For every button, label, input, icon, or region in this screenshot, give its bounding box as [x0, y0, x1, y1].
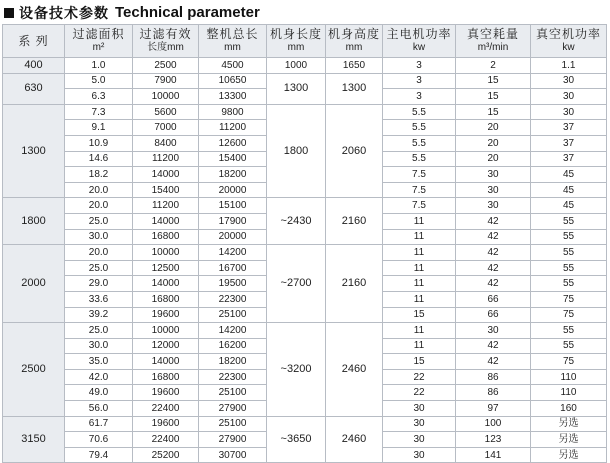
- total-length-cell: 18200: [199, 167, 267, 183]
- effective-length-cell: 11200: [133, 198, 199, 214]
- series-cell: 3150: [3, 416, 65, 463]
- vacuum-pump-power-cell: 45: [531, 198, 607, 214]
- header-total-length: 整机总长 mm: [199, 25, 267, 58]
- filter-area-cell: 1.0: [65, 58, 133, 74]
- table-row: [3, 245, 607, 261]
- total-length-cell: 20000: [199, 182, 267, 198]
- vacuum-pump-power-cell: 1.1: [531, 58, 607, 74]
- effective-length-cell: 12000: [133, 338, 199, 354]
- main-motor-power-cell: 11: [383, 260, 456, 276]
- filter-area-cell: 33.6: [65, 291, 133, 307]
- main-motor-power-cell: 22: [383, 369, 456, 385]
- total-length-cell: 30700: [199, 447, 267, 463]
- vacuum-consumption-cell: 20: [456, 151, 531, 167]
- total-length-cell: 25100: [199, 307, 267, 323]
- table-row: [3, 323, 607, 339]
- vacuum-pump-power-cell: 30: [531, 104, 607, 120]
- series-cell: 630: [3, 73, 65, 104]
- header-body-length: 机身长度 mm: [267, 25, 326, 58]
- main-motor-power-cell: 3: [383, 58, 456, 74]
- vacuum-pump-power-cell: 75: [531, 291, 607, 307]
- body-length-cell: ~3650: [267, 416, 326, 463]
- total-length-cell: 22300: [199, 291, 267, 307]
- effective-length-cell: 10000: [133, 245, 199, 261]
- filter-area-cell: 30.0: [65, 229, 133, 245]
- technical-parameter-table: [2, 24, 607, 463]
- effective-length-cell: 5600: [133, 104, 199, 120]
- effective-length-cell: 19600: [133, 385, 199, 401]
- total-length-cell: 20000: [199, 229, 267, 245]
- table-row: [3, 416, 607, 432]
- table-row: [3, 58, 607, 74]
- vacuum-pump-power-cell: 另选: [531, 432, 607, 448]
- vacuum-consumption-cell: 123: [456, 432, 531, 448]
- effective-length-cell: 14000: [133, 167, 199, 183]
- total-length-cell: 25100: [199, 385, 267, 401]
- title-english: Technical parameter: [115, 4, 260, 21]
- total-length-cell: 14200: [199, 323, 267, 339]
- effective-length-cell: 19600: [133, 307, 199, 323]
- effective-length-cell: 14000: [133, 276, 199, 292]
- title-chinese: 设备技术参数: [19, 5, 109, 22]
- main-motor-power-cell: 7.5: [383, 198, 456, 214]
- vacuum-consumption-cell: 100: [456, 416, 531, 432]
- filter-area-cell: 70.6: [65, 432, 133, 448]
- vacuum-consumption-cell: 20: [456, 135, 531, 151]
- total-length-cell: 4500: [199, 58, 267, 74]
- main-motor-power-cell: 11: [383, 338, 456, 354]
- total-length-cell: 17900: [199, 213, 267, 229]
- effective-length-cell: 14000: [133, 354, 199, 370]
- vacuum-pump-power-cell: 110: [531, 385, 607, 401]
- vacuum-consumption-cell: 30: [456, 182, 531, 198]
- vacuum-pump-power-cell: 45: [531, 167, 607, 183]
- filter-area-cell: 18.2: [65, 167, 133, 183]
- total-length-cell: 25100: [199, 416, 267, 432]
- vacuum-pump-power-cell: 110: [531, 369, 607, 385]
- main-motor-power-cell: 15: [383, 307, 456, 323]
- vacuum-pump-power-cell: 75: [531, 307, 607, 323]
- vacuum-pump-power-cell: 75: [531, 354, 607, 370]
- main-motor-power-cell: 5.5: [383, 135, 456, 151]
- main-motor-power-cell: 11: [383, 276, 456, 292]
- vacuum-pump-power-cell: 另选: [531, 416, 607, 432]
- filter-area-cell: 39.2: [65, 307, 133, 323]
- effective-length-cell: 15400: [133, 182, 199, 198]
- section-title: [4, 3, 609, 22]
- main-motor-power-cell: 30: [383, 432, 456, 448]
- body-height-cell: 2460: [326, 323, 383, 417]
- main-motor-power-cell: 7.5: [383, 167, 456, 183]
- filter-area-cell: 9.1: [65, 120, 133, 136]
- vacuum-consumption-cell: 86: [456, 369, 531, 385]
- body-height-cell: 1300: [326, 73, 383, 104]
- filter-area-cell: 6.3: [65, 89, 133, 105]
- vacuum-pump-power-cell: 55: [531, 213, 607, 229]
- vacuum-consumption-cell: 141: [456, 447, 531, 463]
- vacuum-consumption-cell: 15: [456, 104, 531, 120]
- main-motor-power-cell: 22: [383, 385, 456, 401]
- total-length-cell: 14200: [199, 245, 267, 261]
- effective-length-cell: 16800: [133, 369, 199, 385]
- total-length-cell: 10650: [199, 73, 267, 89]
- filter-area-cell: 7.3: [65, 104, 133, 120]
- vacuum-consumption-cell: 42: [456, 338, 531, 354]
- body-height-cell: 2160: [326, 198, 383, 245]
- main-motor-power-cell: 5.5: [383, 120, 456, 136]
- filter-area-cell: 20.0: [65, 198, 133, 214]
- vacuum-consumption-cell: 97: [456, 401, 531, 417]
- vacuum-consumption-cell: 2: [456, 58, 531, 74]
- filter-area-cell: 25.0: [65, 323, 133, 339]
- header-vacuum-consumption: 真空耗量 m³/min: [456, 25, 531, 58]
- vacuum-consumption-cell: 42: [456, 260, 531, 276]
- header-row: [3, 25, 607, 58]
- total-length-cell: 16200: [199, 338, 267, 354]
- series-cell: 2500: [3, 323, 65, 417]
- body-height-cell: 2060: [326, 104, 383, 198]
- effective-length-cell: 8400: [133, 135, 199, 151]
- total-length-cell: 11200: [199, 120, 267, 136]
- filter-area-cell: 56.0: [65, 401, 133, 417]
- series-cell: 1800: [3, 198, 65, 245]
- filter-area-cell: 49.0: [65, 385, 133, 401]
- vacuum-consumption-cell: 20: [456, 120, 531, 136]
- filter-area-cell: 35.0: [65, 354, 133, 370]
- body-length-cell: 1000: [267, 58, 326, 74]
- body-length-cell: 1800: [267, 104, 326, 198]
- vacuum-consumption-cell: 66: [456, 307, 531, 323]
- effective-length-cell: 22400: [133, 401, 199, 417]
- series-cell: 2000: [3, 245, 65, 323]
- total-length-cell: 12600: [199, 135, 267, 151]
- filter-area-cell: 61.7: [65, 416, 133, 432]
- filter-area-cell: 5.0: [65, 73, 133, 89]
- effective-length-cell: 11200: [133, 151, 199, 167]
- series-cell: 1300: [3, 104, 65, 198]
- filter-area-cell: 25.0: [65, 260, 133, 276]
- filter-area-cell: 10.9: [65, 135, 133, 151]
- total-length-cell: 15400: [199, 151, 267, 167]
- main-motor-power-cell: 5.5: [383, 151, 456, 167]
- total-length-cell: 15100: [199, 198, 267, 214]
- total-length-cell: 13300: [199, 89, 267, 105]
- filter-area-cell: 42.0: [65, 369, 133, 385]
- vacuum-pump-power-cell: 37: [531, 135, 607, 151]
- total-length-cell: 18200: [199, 354, 267, 370]
- body-height-cell: 2460: [326, 416, 383, 463]
- main-motor-power-cell: 11: [383, 229, 456, 245]
- table-row: [3, 198, 607, 214]
- effective-length-cell: 10000: [133, 323, 199, 339]
- effective-length-cell: 16800: [133, 291, 199, 307]
- main-motor-power-cell: 30: [383, 401, 456, 417]
- main-motor-power-cell: 15: [383, 354, 456, 370]
- main-motor-power-cell: 11: [383, 291, 456, 307]
- main-motor-power-cell: 30: [383, 447, 456, 463]
- vacuum-consumption-cell: 42: [456, 229, 531, 245]
- effective-length-cell: 10000: [133, 89, 199, 105]
- effective-length-cell: 16800: [133, 229, 199, 245]
- header-body-height: 机身高度 mm: [326, 25, 383, 58]
- vacuum-pump-power-cell: 160: [531, 401, 607, 417]
- vacuum-pump-power-cell: 55: [531, 245, 607, 261]
- vacuum-consumption-cell: 86: [456, 385, 531, 401]
- vacuum-pump-power-cell: 55: [531, 229, 607, 245]
- vacuum-pump-power-cell: 55: [531, 260, 607, 276]
- vacuum-consumption-cell: 42: [456, 213, 531, 229]
- filter-area-cell: 14.6: [65, 151, 133, 167]
- header-filter-area: 过滤面积 m²: [65, 25, 133, 58]
- table-body: [3, 58, 607, 463]
- main-motor-power-cell: 11: [383, 323, 456, 339]
- body-height-cell: 1650: [326, 58, 383, 74]
- header-effective-length: 过滤有效 长度mm: [133, 25, 199, 58]
- vacuum-pump-power-cell: 37: [531, 120, 607, 136]
- filter-area-cell: 20.0: [65, 182, 133, 198]
- header-main-motor-power: 主电机功率 kw: [383, 25, 456, 58]
- table-row: [3, 73, 607, 89]
- total-length-cell: 19500: [199, 276, 267, 292]
- vacuum-consumption-cell: 66: [456, 291, 531, 307]
- vacuum-consumption-cell: 42: [456, 276, 531, 292]
- total-length-cell: 22300: [199, 369, 267, 385]
- body-length-cell: 1300: [267, 73, 326, 104]
- vacuum-consumption-cell: 42: [456, 354, 531, 370]
- body-length-cell: ~2700: [267, 245, 326, 323]
- filter-area-cell: 25.0: [65, 213, 133, 229]
- main-motor-power-cell: 11: [383, 245, 456, 261]
- vacuum-pump-power-cell: 另选: [531, 447, 607, 463]
- effective-length-cell: 25200: [133, 447, 199, 463]
- vacuum-pump-power-cell: 30: [531, 89, 607, 105]
- body-height-cell: 2160: [326, 245, 383, 323]
- table-row: [3, 104, 607, 120]
- total-length-cell: 27900: [199, 432, 267, 448]
- vacuum-consumption-cell: 30: [456, 323, 531, 339]
- effective-length-cell: 22400: [133, 432, 199, 448]
- vacuum-pump-power-cell: 37: [531, 151, 607, 167]
- vacuum-pump-power-cell: 30: [531, 73, 607, 89]
- effective-length-cell: 12500: [133, 260, 199, 276]
- effective-length-cell: 2500: [133, 58, 199, 74]
- header-series: 系 列: [3, 25, 65, 58]
- filter-area-cell: 30.0: [65, 338, 133, 354]
- vacuum-consumption-cell: 15: [456, 89, 531, 105]
- bullet-square-icon: [4, 8, 14, 18]
- main-motor-power-cell: 5.5: [383, 104, 456, 120]
- header-vacuum-pump-power: 真空机功率 kw: [531, 25, 607, 58]
- total-length-cell: 16700: [199, 260, 267, 276]
- vacuum-pump-power-cell: 55: [531, 276, 607, 292]
- body-length-cell: ~2430: [267, 198, 326, 245]
- filter-area-cell: 29.0: [65, 276, 133, 292]
- vacuum-consumption-cell: 30: [456, 198, 531, 214]
- vacuum-consumption-cell: 15: [456, 73, 531, 89]
- main-motor-power-cell: 3: [383, 73, 456, 89]
- effective-length-cell: 7000: [133, 120, 199, 136]
- main-motor-power-cell: 30: [383, 416, 456, 432]
- series-cell: 400: [3, 58, 65, 74]
- vacuum-pump-power-cell: 55: [531, 323, 607, 339]
- total-length-cell: 9800: [199, 104, 267, 120]
- effective-length-cell: 7900: [133, 73, 199, 89]
- vacuum-pump-power-cell: 55: [531, 338, 607, 354]
- vacuum-consumption-cell: 42: [456, 245, 531, 261]
- vacuum-pump-power-cell: 45: [531, 182, 607, 198]
- main-motor-power-cell: 3: [383, 89, 456, 105]
- body-length-cell: ~3200: [267, 323, 326, 417]
- total-length-cell: 27900: [199, 401, 267, 417]
- filter-area-cell: 20.0: [65, 245, 133, 261]
- main-motor-power-cell: 11: [383, 213, 456, 229]
- effective-length-cell: 14000: [133, 213, 199, 229]
- effective-length-cell: 19600: [133, 416, 199, 432]
- vacuum-consumption-cell: 30: [456, 167, 531, 183]
- main-motor-power-cell: 7.5: [383, 182, 456, 198]
- filter-area-cell: 79.4: [65, 447, 133, 463]
